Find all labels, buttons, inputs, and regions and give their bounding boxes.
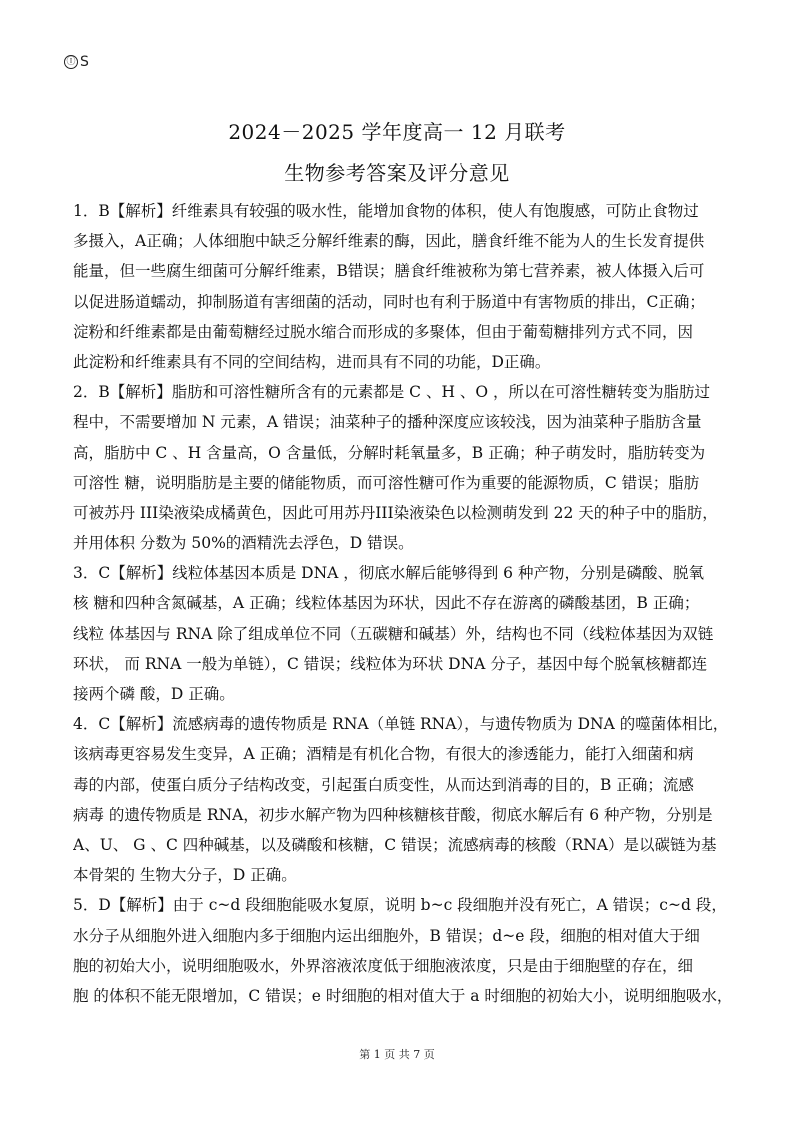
text-line: 1．B【解析】纤维素具有较强的吸水性，能增加食物的体积，使人有饱腹感，可防止食物过 <box>73 202 699 220</box>
document-title: 2024－2025 学年度高一 12 月联考 <box>228 120 566 144</box>
text-line: 5．D【解析】由于 c~d 段细胞能吸水复原，说明 b~c 段细胞并没有死亡，A 错误；c~d 段， <box>73 896 727 915</box>
document-subtitle: 生物参考答案及评分意见 <box>284 161 510 185</box>
text-line: 以促进肠道蠕动，抑制肠道有害细菌的活动，同时也有利于肠道中有害物质的排出，C正确； <box>73 292 705 311</box>
text-line: 该病毒更容易发生变异，A 正确；酒精是有机化合物，有很大的渗透能力，能打入细菌和病 <box>73 745 694 764</box>
text-line: 毒的内部，使蛋白质分子结构改变，引起蛋白质变性，从而达到消毒的目的，B 正确；流感 <box>73 775 694 794</box>
text-line: 此淀粉和纤维素具有不同的空间结构，进而具有不同的功能，D正确。 <box>73 352 551 371</box>
logo-text: S <box>80 54 89 70</box>
text-line: 接两个磷 酸，D 正确。 <box>73 685 235 703</box>
text-line: 可被苏丹 III染液染成橘黄色，因此可用苏丹III染液染色以检测萌发到 22 天的种子中的脂肪， <box>73 503 718 522</box>
text-line: 并用体积 分数为 50%的酒精洗去浮色，D 错误。 <box>73 534 414 553</box>
text-line: 可溶性 糖，说明脂肪是主要的储能物质，而可溶性糖可作为重要的能源物质，C 错误；脂肪 <box>73 473 700 492</box>
text-line: 高，脂肪中 C 、H 含量高，O 含量低，分解时耗氧量多，B 正确；种子萌发时，脂肪转变为 <box>73 443 706 462</box>
page-number: 第 1 页 共 7 页 <box>359 1048 435 1061</box>
text-line: 2．B【解析】脂肪和可溶性糖所含有的元素都是 C 、H 、O ，所以在可溶性糖转变为脂肪过 <box>73 383 711 402</box>
logo-circle-icon: Ⓘ <box>64 55 78 69</box>
text-line: 多摄入，A正确；人体细胞中缺乏分解纤维素的酶，因此，膳食纤维不能为人的生长发育提供 <box>73 232 705 251</box>
text-line: 胞的初始大小，说明细胞吸水，外界溶液浓度低于细胞液浓度，只是由于细胞壁的存在，细 <box>73 956 694 975</box>
text-line: 3．C【解析】线粒体基因本质是 DNA ，彻底水解后能够得到 6 种产物，分别是磷酸、脱氧 <box>73 564 704 583</box>
text-line: 胞 的体积不能无限增加，C 错误；e 时细胞的相对值大于 a 时细胞的初始大小，说明细胞吸水， <box>73 986 733 1005</box>
text-line: 环状， 而 RNA 一般为单链），C 错误；线粒体为环状 DNA 分子，基因中每个脱氧核糖都连 <box>73 654 708 673</box>
text-line: 程中，不需要增加 N 元素，A 错误；油菜种子的播种深度应该较浅，因为油菜种子脂肪含量 <box>73 413 702 432</box>
text-line: 淀粉和纤维素都是由葡萄糖经过脱水缩合而形成的多聚体，但由于葡萄糖排列方式不同，因 <box>73 322 694 341</box>
text-line: A、U、 G 、C 四种碱基，以及磷酸和核糖，C 错误；流感病毒的核酸（RNA）是以碳链为基 <box>73 835 717 854</box>
text-line: 本骨架的 生物大分子，D 正确。 <box>73 866 297 885</box>
answer-body <box>73 196 739 1011</box>
publisher-logo <box>64 54 89 70</box>
text-line: 能量，但一些腐生细菌可分解纤维素，B错误；膳食纤维被称为第七营养素，被人体摄入后可 <box>73 262 705 281</box>
text-line: 4．C【解析】流感病毒的遗传物质是 RNA（单链 RNA），与遗传物质为 DNA 的噬菌体相比， <box>73 715 729 734</box>
text-line: 核 糖和四种含氮碱基，A 正确；线粒体基因为环状，因此不存在游离的磷酸基团，B 正确； <box>73 594 700 613</box>
text-line: 水分子从细胞外进入细胞内多于细胞内运出细胞外，B 错误；d~e 段，细胞的相对值大于细 <box>73 926 700 945</box>
text-line: 病毒 的遗传物质是 RNA，初步水解产物为四种核糖核苷酸，彻底水解后有 6 种产物，分别是 <box>73 805 713 824</box>
text-line: 线粒 体基因与 RNA 除了组成单位不同（五碳糖和碱基）外，结构也不同（线粒体基因为双链 <box>73 624 714 643</box>
